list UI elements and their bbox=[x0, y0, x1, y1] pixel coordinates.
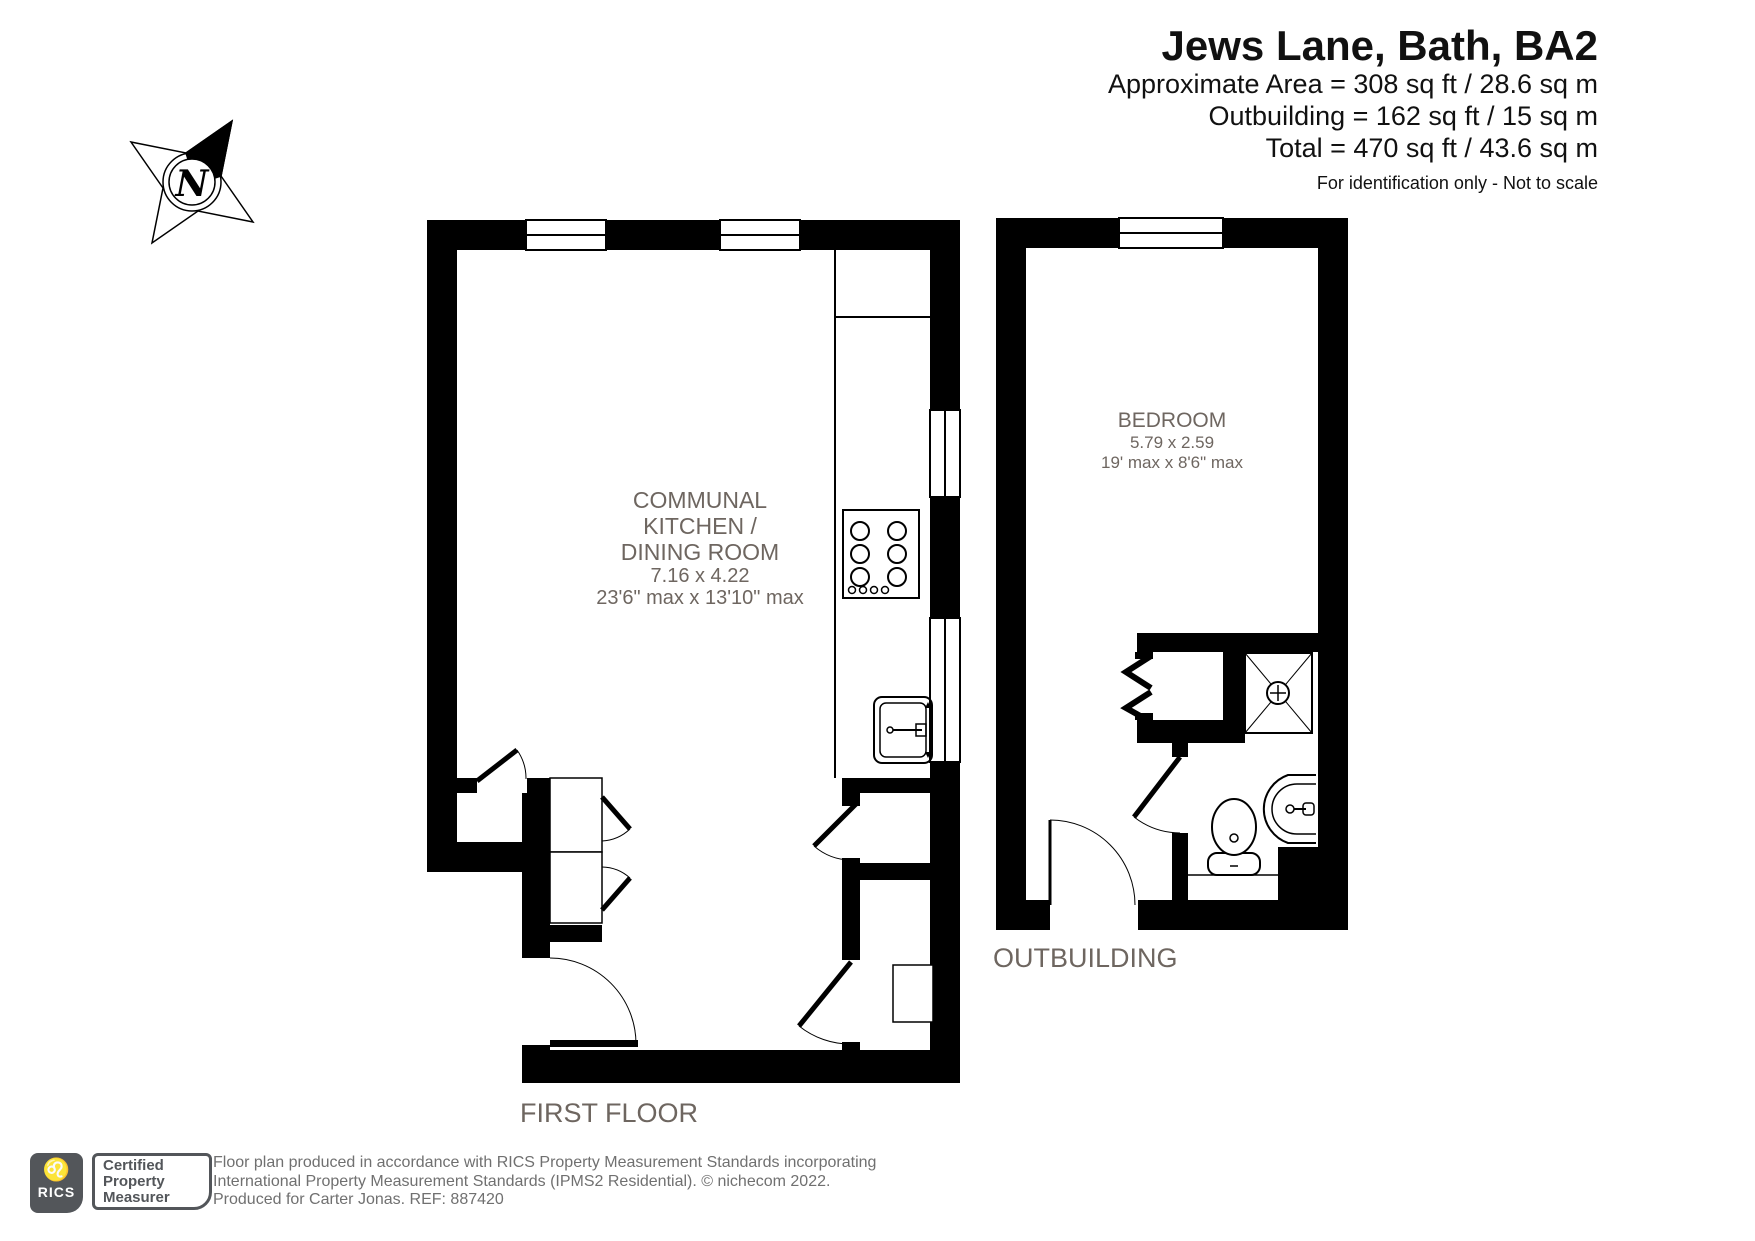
rics-wordmark: RICS bbox=[37, 1184, 76, 1200]
scale-note: For identification only - Not to scale bbox=[1316, 173, 1598, 193]
bedroom-dims-imperial: 19' max x 8'6" max bbox=[1101, 453, 1243, 472]
area-outbuilding: Outbuilding = 162 sq ft / 15 sq m bbox=[1208, 101, 1598, 131]
sink-icon bbox=[874, 697, 932, 763]
shower-tray-icon bbox=[893, 965, 933, 1022]
kitchen-room-label bbox=[500, 487, 900, 609]
badge-line1: Certified bbox=[103, 1157, 164, 1174]
compass-north-label: N bbox=[175, 163, 209, 205]
kitchen-dims-metric: 7.16 x 4.22 bbox=[650, 565, 750, 587]
disclaimer-line3: Produced for Carter Jonas. REF: 887420 bbox=[213, 1191, 504, 1208]
certified-measurer-badge bbox=[92, 1153, 212, 1210]
badge-line3: Measurer bbox=[103, 1189, 170, 1206]
kitchen-dims-imperial: 23'6" max x 13'10" max bbox=[596, 587, 804, 609]
kitchen-name-line2: KITCHEN / bbox=[643, 513, 757, 539]
toilet-icon bbox=[1208, 799, 1260, 875]
shower-icon bbox=[1245, 653, 1312, 733]
page-title: Jews Lane, Bath, BA2 bbox=[1161, 22, 1598, 69]
disclaimer-line2: International Property Measurement Standards (IPMS2 Residential). © nichecom 2022. bbox=[213, 1172, 831, 1190]
badge-line2: Property bbox=[103, 1173, 165, 1190]
basin-icon bbox=[1264, 775, 1316, 843]
bedroom-name: BEDROOM bbox=[1117, 409, 1227, 432]
bifold-door-icon bbox=[1126, 656, 1151, 722]
rics-logo bbox=[30, 1153, 83, 1213]
outbuilding-doors bbox=[1050, 757, 1180, 905]
first-floor-walls bbox=[427, 220, 960, 1083]
outbuilding-window bbox=[1119, 218, 1223, 248]
cupboards bbox=[550, 778, 602, 923]
first-floor-label: FIRST FLOOR bbox=[520, 1098, 699, 1128]
area-total: Total = 470 sq ft / 43.6 sq m bbox=[1265, 133, 1598, 163]
disclaimer-line1: Floor plan produced in accordance with RICS Property Measurement Standards incorporating bbox=[213, 1154, 877, 1171]
bedroom-dims-metric: 5.79 x 2.59 bbox=[1129, 433, 1215, 452]
bedroom-room-label bbox=[1022, 409, 1322, 473]
kitchen-name-line1: COMMUNAL bbox=[632, 487, 768, 513]
area-total-main: Approximate Area = 308 sq ft / 28.6 sq m bbox=[1107, 69, 1598, 99]
disclaimer-block bbox=[213, 1154, 876, 1210]
cupboard-doors bbox=[602, 797, 630, 910]
outbuilding-label: OUTBUILDING bbox=[993, 943, 1178, 973]
outbuilding-plan bbox=[996, 218, 1348, 930]
compass-rose bbox=[131, 121, 253, 243]
header-block bbox=[1108, 24, 1598, 194]
first-floor-plan bbox=[427, 220, 960, 1083]
kitchen-name-line3: DINING ROOM bbox=[620, 539, 780, 565]
rics-lion-icon: ♌ bbox=[42, 1157, 71, 1182]
